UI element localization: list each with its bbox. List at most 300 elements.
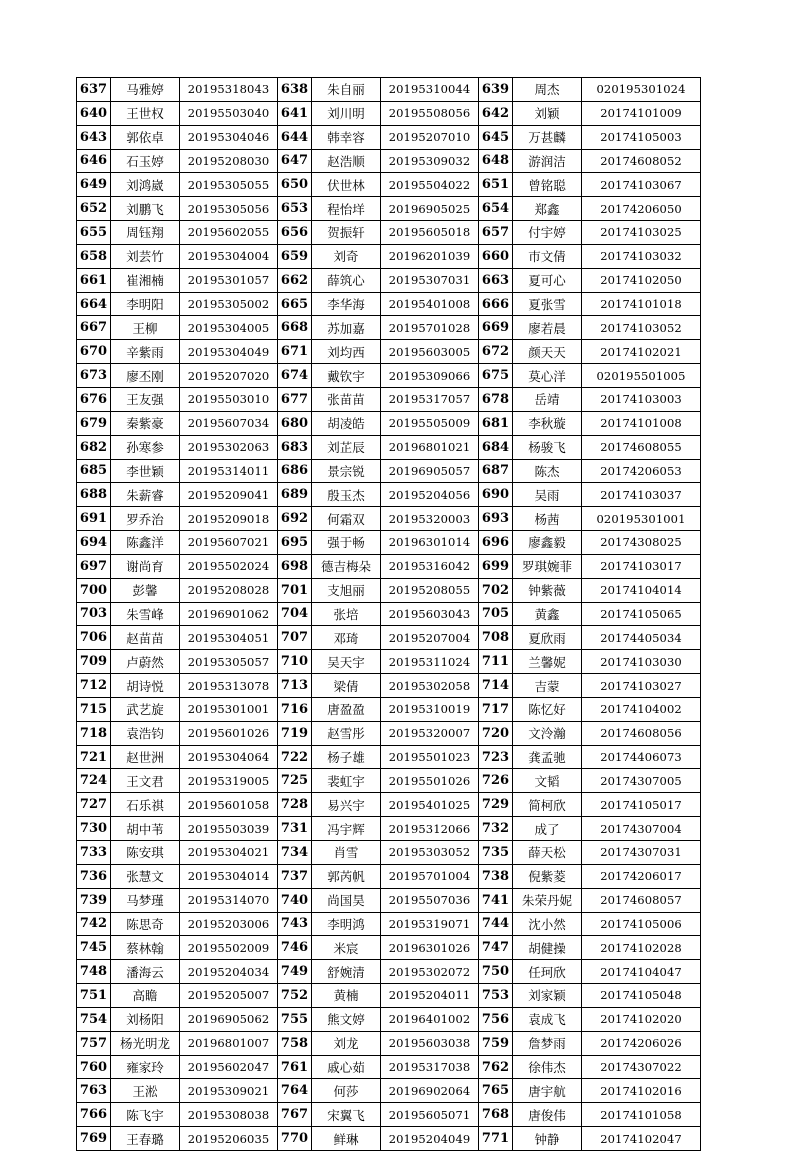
student-name: 夏可心	[513, 268, 582, 292]
student-name: 万甚麟	[513, 125, 582, 149]
entry-number: 680	[278, 411, 312, 435]
student-name: 肖雪	[312, 841, 381, 865]
entry-number: 727	[77, 793, 111, 817]
student-name: 宋翼飞	[312, 1103, 381, 1127]
student-id: 20195603005	[381, 340, 479, 364]
student-id: 20195305056	[180, 197, 278, 221]
entry-number: 674	[278, 364, 312, 388]
student-name: 黄鑫	[513, 602, 582, 626]
entry-number: 747	[479, 936, 513, 960]
entry-number: 668	[278, 316, 312, 340]
entry-number: 734	[278, 841, 312, 865]
student-id: 20174101008	[582, 411, 701, 435]
entry-number: 671	[278, 340, 312, 364]
student-name: 秦紫豪	[111, 411, 180, 435]
student-id: 20196901062	[180, 602, 278, 626]
entry-number: 673	[77, 364, 111, 388]
student-id: 20174206017	[582, 864, 701, 888]
student-name: 胡中苇	[111, 817, 180, 841]
student-name: 夏张雪	[513, 292, 582, 316]
student-id: 20195602047	[180, 1055, 278, 1079]
entry-number: 642	[479, 101, 513, 125]
entry-number: 676	[77, 387, 111, 411]
entry-number: 678	[479, 387, 513, 411]
student-id: 20174102050	[582, 268, 701, 292]
student-id: 20195319005	[180, 769, 278, 793]
student-id: 20174308025	[582, 531, 701, 555]
student-name: 文泠瀚	[513, 721, 582, 745]
student-id: 20195310019	[381, 697, 479, 721]
student-id: 20174406073	[582, 745, 701, 769]
student-id: 20195607021	[180, 531, 278, 555]
student-name: 钟静	[513, 1127, 582, 1151]
entry-number: 742	[77, 912, 111, 936]
entry-number: 752	[278, 984, 312, 1008]
student-id: 20174608057	[582, 888, 701, 912]
entry-number: 751	[77, 984, 111, 1008]
student-name: 成了	[513, 817, 582, 841]
table-row	[77, 507, 701, 531]
student-name: 冯宇辉	[312, 817, 381, 841]
student-name: 杨骏飞	[513, 435, 582, 459]
student-id: 20174103027	[582, 674, 701, 698]
student-id: 20195503010	[180, 387, 278, 411]
student-id: 20195304046	[180, 125, 278, 149]
student-name: 刘芸竹	[111, 244, 180, 268]
entry-number: 658	[77, 244, 111, 268]
table-row	[77, 578, 701, 602]
entry-number: 724	[77, 769, 111, 793]
student-id: 20195209018	[180, 507, 278, 531]
student-name: 莫心洋	[513, 364, 582, 388]
student-id: 20174101009	[582, 101, 701, 125]
student-id: 20195204034	[180, 960, 278, 984]
student-id: 20174206053	[582, 459, 701, 483]
student-name: 刘芷辰	[312, 435, 381, 459]
student-id: 20174102020	[582, 1007, 701, 1031]
student-name: 戴钦宇	[312, 364, 381, 388]
table-row	[77, 221, 701, 245]
entry-number: 737	[278, 864, 312, 888]
entry-number: 650	[278, 173, 312, 197]
student-id: 20174103037	[582, 483, 701, 507]
student-name: 付宇婷	[513, 221, 582, 245]
student-name: 舒婉清	[312, 960, 381, 984]
student-id: 20195603038	[381, 1031, 479, 1055]
entry-number: 748	[77, 960, 111, 984]
student-id: 20174307031	[582, 841, 701, 865]
student-name: 吉蒙	[513, 674, 582, 698]
entry-number: 729	[479, 793, 513, 817]
student-name: 刘鹏飞	[111, 197, 180, 221]
student-id: 20195310044	[381, 78, 479, 102]
entry-number: 670	[77, 340, 111, 364]
entry-number: 728	[278, 793, 312, 817]
student-name: 廖若晨	[513, 316, 582, 340]
student-id: 20195204049	[381, 1127, 479, 1151]
entry-number: 726	[479, 769, 513, 793]
entry-number: 771	[479, 1127, 513, 1151]
table-row	[77, 960, 701, 984]
student-id: 20174103025	[582, 221, 701, 245]
student-name: 曾铭聪	[513, 173, 582, 197]
entry-number: 710	[278, 650, 312, 674]
student-name: 陈鑫洋	[111, 531, 180, 555]
student-name: 石乐祺	[111, 793, 180, 817]
student-id: 20196401002	[381, 1007, 479, 1031]
student-id: 20195601026	[180, 721, 278, 745]
student-id: 20195304021	[180, 841, 278, 865]
student-id: 20174307022	[582, 1055, 701, 1079]
table-row	[77, 197, 701, 221]
entry-number: 713	[278, 674, 312, 698]
student-id: 20195208028	[180, 578, 278, 602]
entry-number: 741	[479, 888, 513, 912]
entry-number: 746	[278, 936, 312, 960]
student-id: 20174103003	[582, 387, 701, 411]
student-name: 任珂欣	[513, 960, 582, 984]
table-row	[77, 101, 701, 125]
table-row	[77, 244, 701, 268]
entry-number: 744	[479, 912, 513, 936]
entry-number: 706	[77, 626, 111, 650]
table-row	[77, 1079, 701, 1103]
table-row	[77, 435, 701, 459]
student-name: 鲜琳	[312, 1127, 381, 1151]
student-id: 20195206035	[180, 1127, 278, 1151]
student-name: 陈安琪	[111, 841, 180, 865]
student-name: 易兴宇	[312, 793, 381, 817]
student-id: 20195601058	[180, 793, 278, 817]
entry-number: 689	[278, 483, 312, 507]
student-id: 20195307031	[381, 268, 479, 292]
student-id: 20195317057	[381, 387, 479, 411]
student-id: 20196902064	[381, 1079, 479, 1103]
student-id: 20174102016	[582, 1079, 701, 1103]
entry-number: 662	[278, 268, 312, 292]
student-name: 沈小然	[513, 912, 582, 936]
student-id: 20195302072	[381, 960, 479, 984]
entry-number: 703	[77, 602, 111, 626]
student-name: 罗琪婉菲	[513, 554, 582, 578]
student-name: 孙寒参	[111, 435, 180, 459]
student-id: 20174105048	[582, 984, 701, 1008]
entry-number: 688	[77, 483, 111, 507]
student-id: 20195602055	[180, 221, 278, 245]
student-name: 杨光明龙	[111, 1031, 180, 1055]
table-row	[77, 1007, 701, 1031]
student-name: 廖丕刚	[111, 364, 180, 388]
entry-number: 696	[479, 531, 513, 555]
table-row	[77, 888, 701, 912]
student-name: 强于畅	[312, 531, 381, 555]
student-name: 苏加嘉	[312, 316, 381, 340]
student-name: 胡健操	[513, 936, 582, 960]
student-name: 郭芮帆	[312, 864, 381, 888]
student-name: 刘奇	[312, 244, 381, 268]
entry-number: 714	[479, 674, 513, 698]
student-id: 20174101058	[582, 1103, 701, 1127]
student-id: 20195316042	[381, 554, 479, 578]
entry-number: 770	[278, 1127, 312, 1151]
student-name: 朱自丽	[312, 78, 381, 102]
student-id: 20195605071	[381, 1103, 479, 1127]
entry-number: 701	[278, 578, 312, 602]
student-name: 武艺旋	[111, 697, 180, 721]
student-id: 20195314011	[180, 459, 278, 483]
student-id: 20174102047	[582, 1127, 701, 1151]
student-id: 20195501023	[381, 745, 479, 769]
entry-number: 739	[77, 888, 111, 912]
entry-number: 716	[278, 697, 312, 721]
student-id: 20195304014	[180, 864, 278, 888]
student-id: 20195505009	[381, 411, 479, 435]
student-id: 20195304005	[180, 316, 278, 340]
table-row	[77, 745, 701, 769]
student-name: 张慧文	[111, 864, 180, 888]
student-id: 20195305055	[180, 173, 278, 197]
student-id: 20195309021	[180, 1079, 278, 1103]
student-name: 倪紫菱	[513, 864, 582, 888]
student-id: 20196201039	[381, 244, 479, 268]
student-name: 袁浩钧	[111, 721, 180, 745]
entry-number: 672	[479, 340, 513, 364]
entry-number: 769	[77, 1127, 111, 1151]
entry-number: 705	[479, 602, 513, 626]
student-id: 20195207004	[381, 626, 479, 650]
student-id: 20195314070	[180, 888, 278, 912]
student-name: 米宸	[312, 936, 381, 960]
entry-number: 682	[77, 435, 111, 459]
student-id: 20195502009	[180, 936, 278, 960]
student-id: 020195501005	[582, 364, 701, 388]
student-id: 20174104002	[582, 697, 701, 721]
student-name: 王春璐	[111, 1127, 180, 1151]
student-id: 20196301014	[381, 531, 479, 555]
student-id: 20195303052	[381, 841, 479, 865]
student-name: 石玉婷	[111, 149, 180, 173]
student-name: 韩幸容	[312, 125, 381, 149]
entry-number: 664	[77, 292, 111, 316]
student-id: 20174105065	[582, 602, 701, 626]
entry-number: 745	[77, 936, 111, 960]
entry-number: 697	[77, 554, 111, 578]
student-name: 李明鸿	[312, 912, 381, 936]
entry-number: 708	[479, 626, 513, 650]
student-id: 20174206026	[582, 1031, 701, 1055]
student-id: 20195320003	[381, 507, 479, 531]
student-name: 彭馨	[111, 578, 180, 602]
table-row	[77, 292, 701, 316]
student-name: 兰馨妮	[513, 650, 582, 674]
entry-number: 684	[479, 435, 513, 459]
student-name: 王文君	[111, 769, 180, 793]
student-name: 裴虹宇	[312, 769, 381, 793]
student-name: 景宗锐	[312, 459, 381, 483]
student-name: 刘均西	[312, 340, 381, 364]
entry-number: 692	[278, 507, 312, 531]
entry-number: 764	[278, 1079, 312, 1103]
entry-number: 693	[479, 507, 513, 531]
student-id: 20174307004	[582, 817, 701, 841]
student-id: 020195301024	[582, 78, 701, 102]
student-name: 王淞	[111, 1079, 180, 1103]
student-name: 朱雪峰	[111, 602, 180, 626]
student-id: 20195502024	[180, 554, 278, 578]
student-name: 朱薪睿	[111, 483, 180, 507]
entry-number: 695	[278, 531, 312, 555]
student-name: 邓琦	[312, 626, 381, 650]
student-name: 潘海云	[111, 960, 180, 984]
student-name: 文韬	[513, 769, 582, 793]
student-name: 谢尚育	[111, 554, 180, 578]
entry-number: 652	[77, 197, 111, 221]
entry-number: 686	[278, 459, 312, 483]
student-name: 黄楠	[312, 984, 381, 1008]
student-id: 20195308038	[180, 1103, 278, 1127]
student-name: 陈杰	[513, 459, 582, 483]
student-name: 杨子雄	[312, 745, 381, 769]
entry-number: 700	[77, 578, 111, 602]
table-row	[77, 697, 701, 721]
entry-number: 677	[278, 387, 312, 411]
student-name: 戚心茹	[312, 1055, 381, 1079]
entry-number: 723	[479, 745, 513, 769]
student-id: 20174103032	[582, 244, 701, 268]
student-id: 20195311024	[381, 650, 479, 674]
student-name: 夏欣雨	[513, 626, 582, 650]
student-name: 吴雨	[513, 483, 582, 507]
entry-number: 699	[479, 554, 513, 578]
entry-number: 654	[479, 197, 513, 221]
student-name: 巿文倩	[513, 244, 582, 268]
entry-number: 665	[278, 292, 312, 316]
entry-number: 717	[479, 697, 513, 721]
student-name: 龚孟驰	[513, 745, 582, 769]
student-name: 赵世洲	[111, 745, 180, 769]
entry-number: 639	[479, 78, 513, 102]
student-name: 何霜双	[312, 507, 381, 531]
entry-number: 715	[77, 697, 111, 721]
student-id: 20196905057	[381, 459, 479, 483]
student-name: 李华海	[312, 292, 381, 316]
student-name: 杨茜	[513, 507, 582, 531]
student-name: 朱荣丹妮	[513, 888, 582, 912]
entry-number: 644	[278, 125, 312, 149]
student-id: 20174102021	[582, 340, 701, 364]
student-name: 徐伟杰	[513, 1055, 582, 1079]
student-name: 罗乔治	[111, 507, 180, 531]
entry-number: 732	[479, 817, 513, 841]
student-name: 刘颖	[513, 101, 582, 125]
student-name: 德吉梅朵	[312, 554, 381, 578]
student-name: 高瞻	[111, 984, 180, 1008]
entry-number: 698	[278, 554, 312, 578]
student-name: 唐俊伟	[513, 1103, 582, 1127]
entry-number: 691	[77, 507, 111, 531]
student-id: 20196905062	[180, 1007, 278, 1031]
entry-number: 763	[77, 1079, 111, 1103]
student-name: 颜天天	[513, 340, 582, 364]
entry-number: 756	[479, 1007, 513, 1031]
student-name: 李秋璇	[513, 411, 582, 435]
student-id: 20195203006	[180, 912, 278, 936]
student-name: 赵雪彤	[312, 721, 381, 745]
student-name: 熊文婷	[312, 1007, 381, 1031]
student-id: 20195305002	[180, 292, 278, 316]
entry-number: 657	[479, 221, 513, 245]
student-id: 20174102028	[582, 936, 701, 960]
student-id: 20195304051	[180, 626, 278, 650]
entry-number: 749	[278, 960, 312, 984]
table-row	[77, 387, 701, 411]
student-name: 胡凌皓	[312, 411, 381, 435]
student-name: 李明阳	[111, 292, 180, 316]
entry-number: 694	[77, 531, 111, 555]
student-name: 吴天宇	[312, 650, 381, 674]
table-row	[77, 340, 701, 364]
student-name: 郑鑫	[513, 197, 582, 221]
student-name: 袁成飞	[513, 1007, 582, 1031]
student-id: 20174206050	[582, 197, 701, 221]
student-name: 刘龙	[312, 1031, 381, 1055]
entry-number: 759	[479, 1031, 513, 1055]
entry-number: 766	[77, 1103, 111, 1127]
table-row	[77, 1055, 701, 1079]
entry-number: 758	[278, 1031, 312, 1055]
entry-number: 637	[77, 78, 111, 102]
student-id: 20195603043	[381, 602, 479, 626]
entry-number: 646	[77, 149, 111, 173]
entry-number: 755	[278, 1007, 312, 1031]
student-id: 20195205007	[180, 984, 278, 1008]
student-name: 唐宇航	[513, 1079, 582, 1103]
student-id: 20174608056	[582, 721, 701, 745]
entry-number: 750	[479, 960, 513, 984]
student-id: 20174105003	[582, 125, 701, 149]
student-name: 卢蔚然	[111, 650, 180, 674]
table-row	[77, 841, 701, 865]
entry-number: 661	[77, 268, 111, 292]
student-name: 钟紫薇	[513, 578, 582, 602]
entry-number: 711	[479, 650, 513, 674]
entry-number: 761	[278, 1055, 312, 1079]
entry-number: 648	[479, 149, 513, 173]
entry-number: 719	[278, 721, 312, 745]
entry-number: 702	[479, 578, 513, 602]
entry-number: 659	[278, 244, 312, 268]
table-row	[77, 984, 701, 1008]
student-id: 20195607034	[180, 411, 278, 435]
entry-number: 641	[278, 101, 312, 125]
student-id: 20195304064	[180, 745, 278, 769]
student-id: 20196905025	[381, 197, 479, 221]
student-name: 陈飞宇	[111, 1103, 180, 1127]
table-row	[77, 912, 701, 936]
student-id: 20174103067	[582, 173, 701, 197]
student-name: 马梦瑾	[111, 888, 180, 912]
student-name: 支旭丽	[312, 578, 381, 602]
table-row	[77, 554, 701, 578]
student-roster-table	[76, 77, 701, 1151]
student-id: 20195304049	[180, 340, 278, 364]
student-id: 20195504022	[381, 173, 479, 197]
student-id: 20195309032	[381, 149, 479, 173]
student-name: 薛筑心	[312, 268, 381, 292]
table-row	[77, 626, 701, 650]
student-id: 20174104047	[582, 960, 701, 984]
entry-number: 687	[479, 459, 513, 483]
